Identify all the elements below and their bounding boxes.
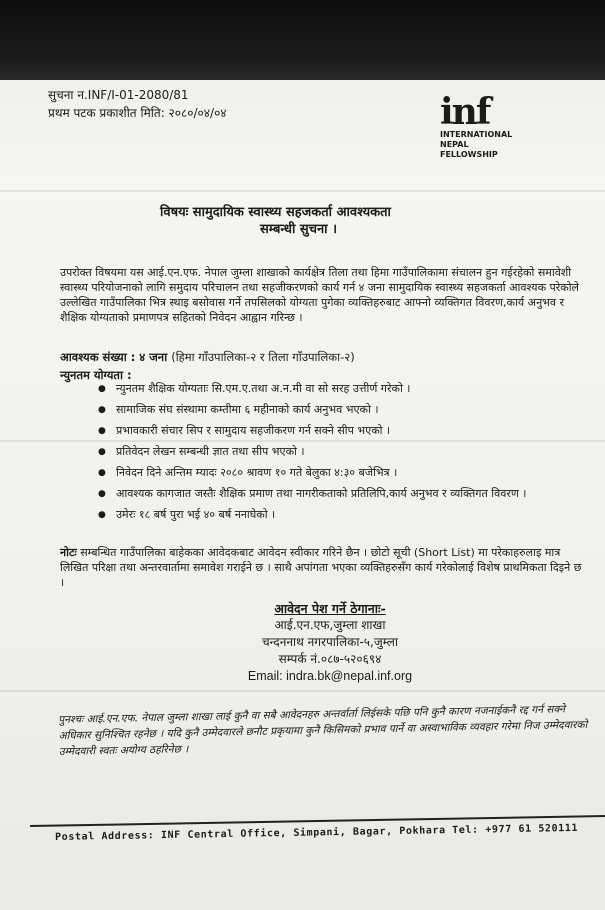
logo-line-3: FELLOWSHIP — [440, 150, 498, 159]
contact-heading: आवेदन पेश गर्ने ठेगानाः- — [274, 601, 386, 616]
list-item: ● प्रभावकारी संचार सिप र सामुदाय सहजीकरण गर्न सक्ने सीप भएको । — [98, 424, 558, 438]
contact-org: आई.एन.एफ,जुम्ला शाखा — [274, 618, 386, 632]
logo-line-2: NEPAL — [440, 140, 469, 149]
contact-phone: सम्पर्क नं.०८७-५२०६९४ — [278, 652, 382, 666]
contact-email: Email: indra.bk@nepal.inf.org — [247, 669, 413, 683]
list-item: ● प्रतिवेदन लेखन सम्बन्धी ज्ञात तथा सीप भएको । — [98, 445, 558, 459]
list-item: ● निवेदन दिने अन्तिम म्यादः २०८० श्रावण १० गते बेलुका ४:३० बजेभित्र । — [98, 466, 558, 480]
publication-date: प्रथम पटक प्रकाशीत मिति: २०८०/०४/०४ — [48, 106, 227, 120]
note-label: नोटः — [60, 546, 77, 559]
list-item: ● सामाजिक संघ संस्थामा कम्तीमा ६ महीनाको कार्य अनुभव भएको । — [98, 403, 558, 417]
list-item: ● आवश्यक कागजात जस्तैः शैक्षिक प्रमाण तथा नागरीकताको प्रतिलिपि,कार्य अनुभव र व्यक्तिगत विवरण । — [98, 487, 558, 501]
postscript: पुनश्चः आई.एन.एफ. नेपाल जुम्ला शाखा लाई कुनै वा सबै आवेदनहरु अन्तर्वार्ता लिईसके पछि पनि कुनै कारण नजनाईकनै रद्द गर्न सक्ने अधिकार सुनिश्चित रहनेछ । यदि कुनै उम्मेदवारले छनौट प्रकृयामा कुनै किसिमको प्रभाव पार्ने वा अस्वाभाविक व्यवहार गरेमा निज उम्मेदवारको उम्मेदवारी स्वतः अयोग्य ठहरिनेछ । — [58, 703, 588, 758]
qualification-list — [98, 375, 558, 527]
subject-heading-2: सम्बन्धी सुचना । — [260, 222, 338, 237]
list-item: ● न्युनतम शैक्षिक योग्यताः सि.एम.ए.तथा अ.न.मी वा सो सरह उत्तीर्ण गरेको । — [98, 382, 558, 396]
notice-number: सुचना न.INF/I-01-2080/81 — [48, 88, 189, 102]
postal-address-footer: Postal Address: INF Central Office, Simpani, Bagar, Pokhara Tel: +977 61 520111 — [55, 822, 579, 843]
paper-fold — [0, 690, 605, 692]
paper-fold — [0, 190, 605, 192]
intro-paragraph: उपरोक्त विषयमा यस आई.एन.एफ. नेपाल जुम्ला शाखाको कार्यक्षेत्र तिला तथा हिमा गाउँपालिकामा संचालन हुन गईरहेको समावेशी स्वास्थ्य परियोजनाको लागि समुदाय परिचालन तथा सहजीकरणको कार्य गर्न ४ जना सामुदायिक स्वास्थ्य सहजकर्ता आवश्यक परेकोले उल्लेखित गाउँपालिका भित्र स्थाइ बसोवास गर्ने तपसिलको योग्यता पुगेका व्यक्तिहरुबाट आफ्नो व्यक्तिगत विवरण,कार्य अनुभव र शैक्षिक योग्यताको प्रमाणपत्र सहितको निवेदन आह्वान गरिन्छ । — [60, 266, 580, 324]
top-black-band — [0, 0, 605, 80]
required-count — [60, 350, 355, 365]
subject-heading: विषयः सामुदायिक स्वास्थ्य सहजकर्ता आवश्यकता — [160, 205, 391, 220]
inf-logo — [440, 91, 520, 160]
contact-address: चन्दननाथ नगरपालिका-५,जुम्ला — [262, 635, 398, 649]
logo-line-1: INTERNATIONAL — [440, 130, 513, 139]
list-item: ● उमेरः १८ बर्ष पुरा भई ४० बर्ष ननाघेको । — [98, 508, 558, 522]
note-text: सम्बन्धित गाउँपालिका बाहेकका आवेदकबाट आवेदन स्वीकार गरिने छैन । छोटो सूची (Short List) मा परेकाहरुलाइ मात्र लिखित परिक्षा तथा अन्तरवार्तामा समावेश गराईने छ । साथै अपांगता भएका व्यक्तिहरुसँग कार्य गरेकोलाई विशेष प्राथमिकता दिइने छ । — [60, 546, 582, 589]
required-count-detail: (हिमा गाँउपालिका-२ र तिला गाँउपालिका-२) — [171, 350, 355, 364]
min-qualification-label: न्युनतम योग्यता : — [60, 368, 132, 382]
contact-block — [220, 600, 440, 685]
logo-mark: inf — [440, 91, 490, 133]
required-count-label: आवश्यक संख्या : ४ जना — [60, 350, 168, 364]
note-paragraph — [60, 545, 585, 590]
